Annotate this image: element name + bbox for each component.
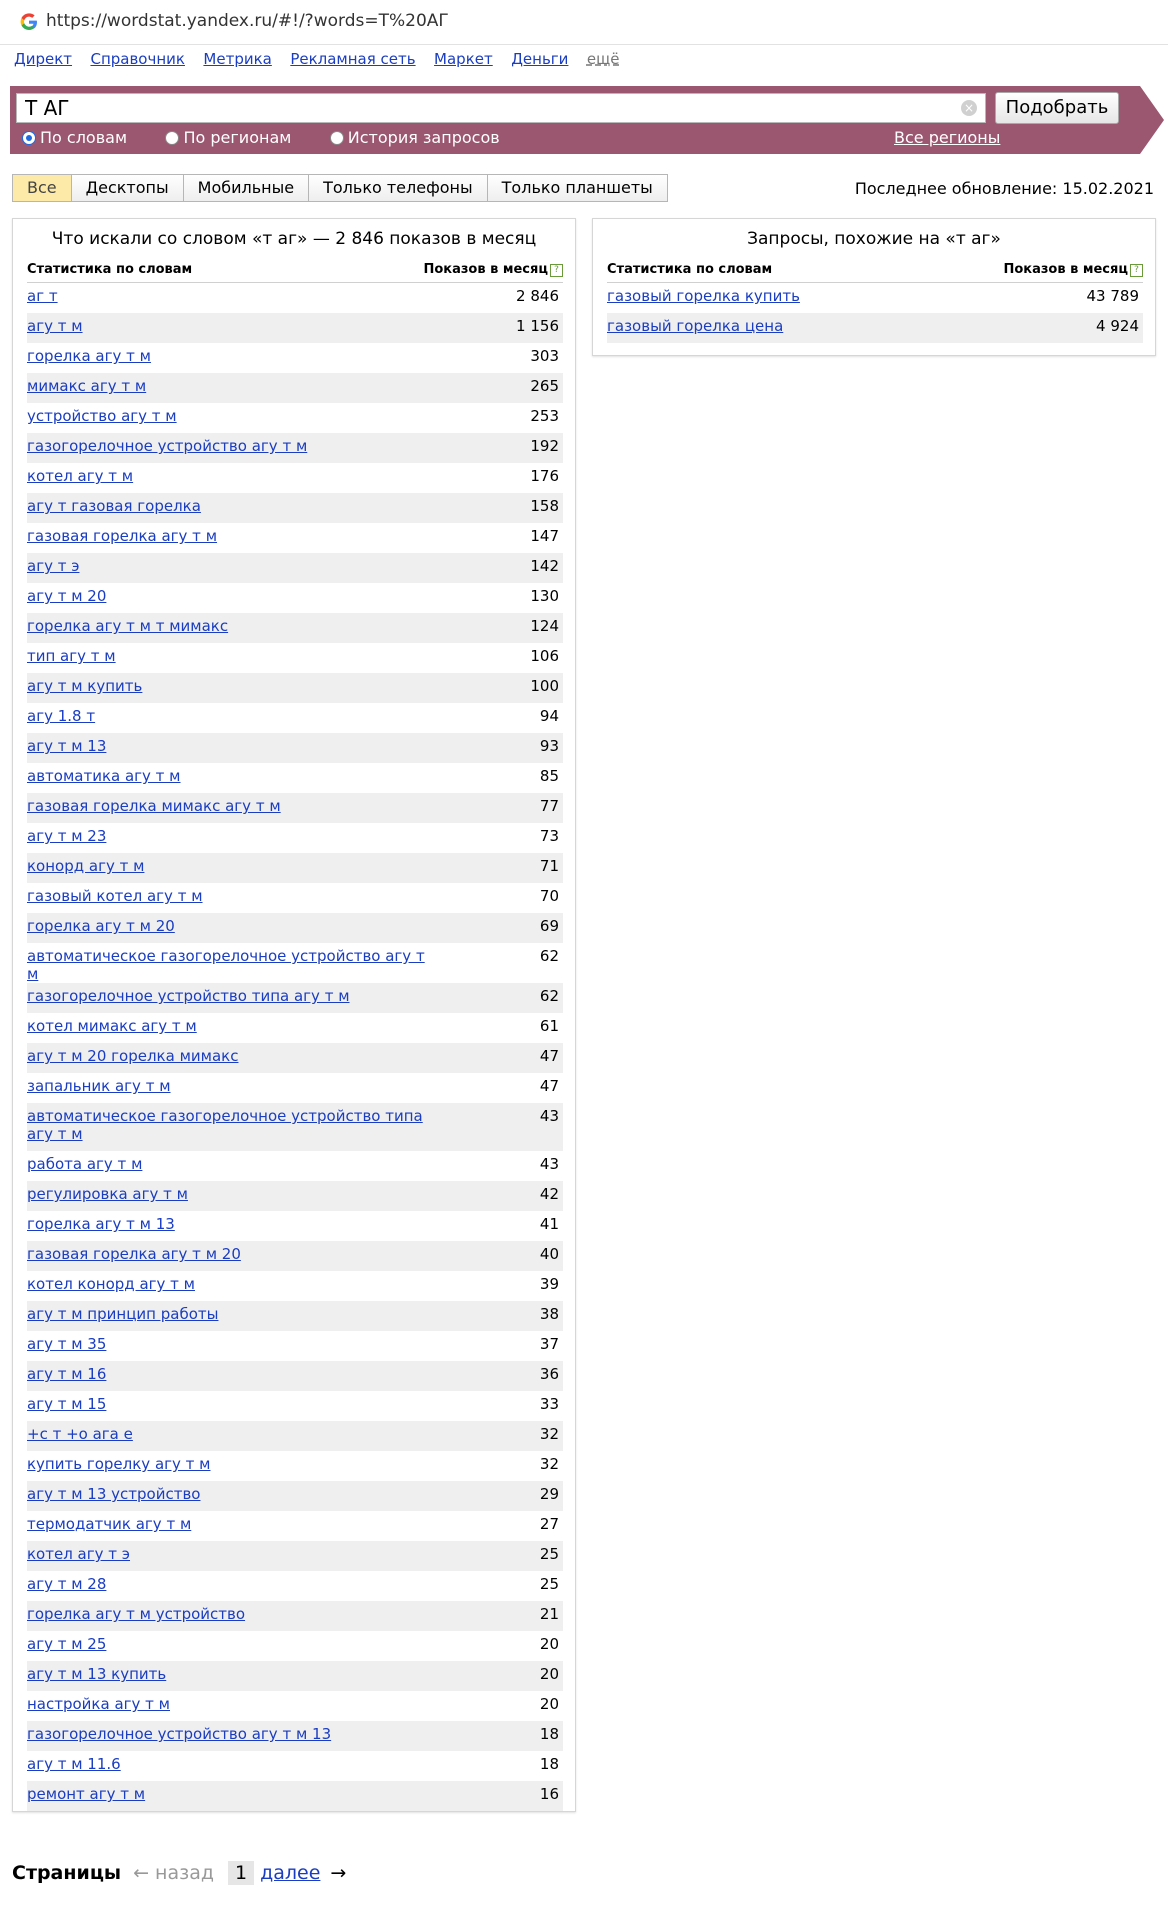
- table-row: [27, 793, 563, 823]
- keyword-link[interactable]: агу т м 35: [27, 1335, 107, 1353]
- keyword-link[interactable]: агу т м 28: [27, 1575, 107, 1593]
- table-row: [27, 313, 563, 343]
- keyword-link[interactable]: котел конорд агу т м: [27, 1275, 195, 1293]
- services-nav: [14, 50, 633, 74]
- table-row: [27, 1103, 563, 1151]
- table-row: [27, 463, 563, 493]
- column-header-count: [1003, 262, 1143, 277]
- keyword-link[interactable]: работа агу т м: [27, 1155, 143, 1173]
- keyword-link[interactable]: агу т м купить: [27, 677, 143, 695]
- impressions-count: 47: [539, 1047, 559, 1065]
- table-row: [27, 1181, 563, 1211]
- impressions-count: 192: [530, 437, 559, 455]
- clear-icon[interactable]: ×: [961, 100, 977, 116]
- table-row: [27, 1601, 563, 1631]
- radio-label: История запросов: [347, 128, 500, 147]
- nav-market[interactable]: Маркет: [434, 50, 493, 68]
- table-row: [27, 983, 563, 1013]
- table-row: [27, 1571, 563, 1601]
- nav-ad-network[interactable]: Рекламная сеть: [290, 50, 416, 68]
- table-row: [607, 283, 1143, 313]
- keyword-link[interactable]: котел мимакс агу т м: [27, 1017, 197, 1035]
- search-band-arrow: [1140, 86, 1164, 154]
- table-row: [27, 913, 563, 943]
- table-row: [27, 1301, 563, 1331]
- table-row: [27, 403, 563, 433]
- table-row: [27, 1361, 563, 1391]
- impressions-count: 158: [530, 497, 559, 515]
- impressions-count: 2 846: [516, 287, 559, 305]
- impressions-count: 69: [539, 917, 559, 935]
- submit-button[interactable]: Подобрать: [995, 92, 1119, 124]
- column-header-words: Статистика по словам: [27, 262, 193, 277]
- table-row: [27, 1781, 563, 1811]
- prev-page: ← назад: [133, 1862, 215, 1884]
- radio-unchecked-icon: [330, 131, 344, 145]
- impressions-count: 62: [539, 987, 559, 1005]
- table-row: [27, 1073, 563, 1103]
- table-row: [27, 823, 563, 853]
- impressions-count: 25: [539, 1545, 559, 1563]
- nav-spravochnik[interactable]: Справочник: [90, 50, 185, 68]
- table-row: [27, 1331, 563, 1361]
- impressions-count: 253: [530, 407, 559, 425]
- keyword-link[interactable]: котел агу т м: [27, 467, 134, 485]
- table-row: [27, 583, 563, 613]
- nav-more[interactable]: ещё: [586, 50, 620, 68]
- impressions-count: 77: [539, 797, 559, 815]
- impressions-count: 21: [539, 1605, 559, 1623]
- table-row: [27, 1043, 563, 1073]
- keyword-link[interactable]: термодатчик агу т м: [27, 1515, 192, 1533]
- impressions-count: 265: [530, 377, 559, 395]
- keyword-link[interactable]: горелка агу т м: [27, 347, 151, 365]
- impressions-count: 40: [539, 1245, 559, 1263]
- table-row: [27, 493, 563, 523]
- table-row: [27, 613, 563, 643]
- table-row: [27, 1013, 563, 1043]
- keyword-link[interactable]: агу т м 23: [27, 827, 107, 845]
- keyword-link[interactable]: агу т м 11.6: [27, 1755, 121, 1773]
- table-row: [27, 433, 563, 463]
- table-row: [27, 943, 563, 983]
- impressions-count: 20: [539, 1695, 559, 1713]
- table-row: [27, 343, 563, 373]
- impressions-count: 85: [539, 767, 559, 785]
- keyword-link[interactable]: агу т м 20: [27, 587, 107, 605]
- impressions-count: 18: [539, 1755, 559, 1773]
- device-tabs: [12, 174, 668, 202]
- table-row: [27, 1661, 563, 1691]
- table-row: [27, 523, 563, 553]
- radio-by-words[interactable]: [22, 128, 127, 147]
- keyword-link[interactable]: горелка агу т м 13: [27, 1215, 175, 1233]
- google-icon: [18, 11, 40, 33]
- keyword-link[interactable]: агу т газовая горелка: [27, 497, 201, 515]
- impressions-count: 176: [530, 467, 559, 485]
- column-header-words: Статистика по словам: [607, 262, 773, 277]
- impressions-count: 124: [530, 617, 559, 635]
- impressions-count: 37: [539, 1335, 559, 1353]
- table-row: [27, 1751, 563, 1781]
- impressions-count: 47: [539, 1077, 559, 1095]
- table-row: [27, 553, 563, 583]
- keyword-link[interactable]: горелка агу т м устройство: [27, 1605, 246, 1623]
- words-table: [27, 283, 563, 1811]
- table-row: [27, 1271, 563, 1301]
- radio-unchecked-icon: [165, 131, 179, 145]
- table-header: [27, 262, 563, 283]
- table-row: [27, 733, 563, 763]
- keyword-link[interactable]: купить горелку агу т м: [27, 1455, 211, 1473]
- panel-title: Запросы, похожие на «т аг»: [747, 229, 1001, 249]
- keyword-link[interactable]: тип агу т м: [27, 647, 116, 665]
- impressions-count: 94: [539, 707, 559, 725]
- impressions-count: 20: [539, 1635, 559, 1653]
- table-row: [27, 373, 563, 403]
- similar-table: [607, 283, 1143, 343]
- impressions-count: 25: [539, 1575, 559, 1593]
- impressions-count: 42: [539, 1185, 559, 1203]
- impressions-count: 4 924: [1096, 317, 1139, 335]
- impressions-count: 130: [530, 587, 559, 605]
- table-row: [27, 1631, 563, 1661]
- impressions-count: 71: [539, 857, 559, 875]
- keyword-link[interactable]: агу т м 13: [27, 737, 107, 755]
- next-page-link[interactable]: далее: [260, 1862, 321, 1884]
- keyword-link[interactable]: агу т м 13 устройство: [27, 1485, 201, 1503]
- table-row: [27, 1541, 563, 1571]
- table-row: [27, 1421, 563, 1451]
- table-row: [607, 313, 1143, 343]
- impressions-count: 36: [539, 1365, 559, 1383]
- next-arrow-icon[interactable]: →: [330, 1862, 347, 1884]
- table-row: [27, 283, 563, 313]
- keyword-link[interactable]: горелка агу т м т мимакс: [27, 617, 229, 635]
- keyword-link[interactable]: агу 1.8 т: [27, 707, 96, 725]
- radio-label: По словам: [40, 128, 128, 147]
- keyword-link[interactable]: газогорелочное устройство типа агу т м: [27, 987, 350, 1005]
- table-row: [27, 1211, 563, 1241]
- table-row: [27, 1391, 563, 1421]
- impressions-count: 147: [530, 527, 559, 545]
- keyword-link[interactable]: запальник агу т м: [27, 1077, 171, 1095]
- impressions-count: 61: [539, 1017, 559, 1035]
- keyword-link[interactable]: агу т м: [27, 317, 83, 335]
- table-row: [27, 703, 563, 733]
- radio-checked-icon: [22, 131, 36, 145]
- impressions-count: 27: [539, 1515, 559, 1533]
- tab-desktops[interactable]: Десктопы: [72, 174, 184, 202]
- search-input[interactable]: [16, 93, 986, 123]
- keyword-link[interactable]: мимакс агу т м: [27, 377, 147, 395]
- help-icon[interactable]: ?: [1130, 264, 1143, 277]
- impressions-count: 16: [539, 1785, 559, 1803]
- keyword-link[interactable]: устройство агу т м: [27, 407, 177, 425]
- keyword-link[interactable]: газогорелочное устройство агу т м: [27, 437, 308, 455]
- current-page: 1: [228, 1861, 254, 1885]
- impressions-count: 20: [539, 1665, 559, 1683]
- table-row: [27, 853, 563, 883]
- table-row: [27, 1721, 563, 1751]
- keyword-link[interactable]: газовый горелка купить: [607, 287, 800, 305]
- table-row: [27, 1151, 563, 1181]
- column-header-label: Показов в месяц: [423, 262, 548, 277]
- table-row: [27, 763, 563, 793]
- impressions-count: 32: [539, 1425, 559, 1443]
- nav-direct[interactable]: Директ: [14, 50, 73, 68]
- table-row: [27, 643, 563, 673]
- table-row: [27, 673, 563, 703]
- pagination: [12, 1858, 346, 1888]
- table-row: [27, 1691, 563, 1721]
- keyword-link[interactable]: агу т м 25: [27, 1635, 107, 1653]
- keyword-link[interactable]: автоматическое газогорелочное устройство агу т м: [27, 947, 425, 983]
- keyword-link[interactable]: газовая горелка агу т м: [27, 527, 218, 545]
- keyword-link[interactable]: агу т м 15: [27, 1395, 107, 1413]
- keyword-link[interactable]: ремонт агу т м: [27, 1785, 146, 1803]
- nav-money[interactable]: Деньги: [511, 50, 569, 68]
- help-icon[interactable]: ?: [550, 264, 563, 277]
- browser-address-bar[interactable]: [0, 0, 1168, 45]
- keyword-link[interactable]: автоматическое газогорелочное устройство типа агу т м: [27, 1107, 423, 1143]
- impressions-count: 32: [539, 1455, 559, 1473]
- keyword-link[interactable]: газовая горелка агу т м 20: [27, 1245, 241, 1263]
- impressions-count: 33: [539, 1395, 559, 1413]
- impressions-count: 70: [539, 887, 559, 905]
- table-row: [27, 1511, 563, 1541]
- impressions-count: 43: [539, 1155, 559, 1173]
- radio-history[interactable]: [330, 128, 500, 147]
- pagination-label: Страницы: [12, 1862, 122, 1884]
- keyword-link[interactable]: агу т м 16: [27, 1365, 107, 1383]
- radio-label: По регионам: [183, 128, 292, 147]
- tab-mobile[interactable]: Мобильные: [184, 174, 309, 202]
- keyword-link[interactable]: газовая горелка мимакс агу т м: [27, 797, 281, 815]
- keyword-link[interactable]: конорд агу т м: [27, 857, 145, 875]
- tab-tablets[interactable]: Только планшеты: [488, 174, 668, 202]
- impressions-count: 38: [539, 1305, 559, 1323]
- tab-phones[interactable]: Только телефоны: [309, 174, 488, 202]
- column-header-label: Показов в месяц: [1003, 262, 1128, 277]
- table-row: [27, 1241, 563, 1271]
- impressions-count: 142: [530, 557, 559, 575]
- impressions-count: 93: [539, 737, 559, 755]
- keyword-link[interactable]: настройка агу т м: [27, 1695, 170, 1713]
- impressions-count: 43 789: [1086, 287, 1139, 305]
- keyword-link[interactable]: агу т м принцип работы: [27, 1305, 219, 1323]
- table-header: [607, 262, 1143, 283]
- nav-metrika[interactable]: Метрика: [203, 50, 272, 68]
- keyword-link[interactable]: газовый горелка цена: [607, 317, 784, 335]
- column-header-count: [423, 262, 563, 277]
- impressions-count: 18: [539, 1725, 559, 1743]
- radio-by-regions[interactable]: [165, 128, 291, 147]
- impressions-count: 303: [530, 347, 559, 365]
- url-text[interactable]: https://wordstat.yandex.ru/#!/?words=Т%20АГ: [46, 11, 449, 31]
- keyword-link[interactable]: агу т м 13 купить: [27, 1665, 167, 1683]
- keyword-link[interactable]: агу т м 20 горелка мимакс: [27, 1047, 239, 1065]
- impressions-count: 62: [539, 947, 559, 965]
- last-updated: Последнее обновление: 15.02.2021: [854, 179, 1154, 198]
- keyword-link[interactable]: агу т э: [27, 557, 80, 575]
- impressions-count: 73: [539, 827, 559, 845]
- keyword-link[interactable]: котел агу т э: [27, 1545, 131, 1563]
- table-row: [27, 883, 563, 913]
- impressions-count: 43: [539, 1107, 559, 1125]
- mode-radio-group: [22, 128, 534, 148]
- impressions-count: 106: [530, 647, 559, 665]
- keyword-link[interactable]: аг т: [27, 287, 58, 305]
- similar-queries-panel: [592, 218, 1156, 356]
- tab-all[interactable]: Все: [12, 174, 72, 202]
- impressions-count: 100: [530, 677, 559, 695]
- keyword-link[interactable]: газовый котел агу т м: [27, 887, 203, 905]
- impressions-count: 1 156: [516, 317, 559, 335]
- words-panel: [12, 218, 576, 1812]
- table-row: [27, 1481, 563, 1511]
- panel-title: Что искали со словом «т аг» — 2 846 показов в месяц: [51, 229, 537, 249]
- keyword-link[interactable]: регулировка агу т м: [27, 1185, 188, 1203]
- keyword-link[interactable]: газогорелочное устройство агу т м 13: [27, 1725, 332, 1743]
- keyword-link[interactable]: автоматика агу т м: [27, 767, 181, 785]
- table-row: [27, 1451, 563, 1481]
- keyword-link[interactable]: горелка агу т м 20: [27, 917, 175, 935]
- impressions-count: 41: [539, 1215, 559, 1233]
- all-regions-link[interactable]: Все регионы: [894, 128, 1001, 147]
- impressions-count: 39: [539, 1275, 559, 1293]
- keyword-link[interactable]: +с т +о ага е: [27, 1425, 133, 1443]
- impressions-count: 29: [539, 1485, 559, 1503]
